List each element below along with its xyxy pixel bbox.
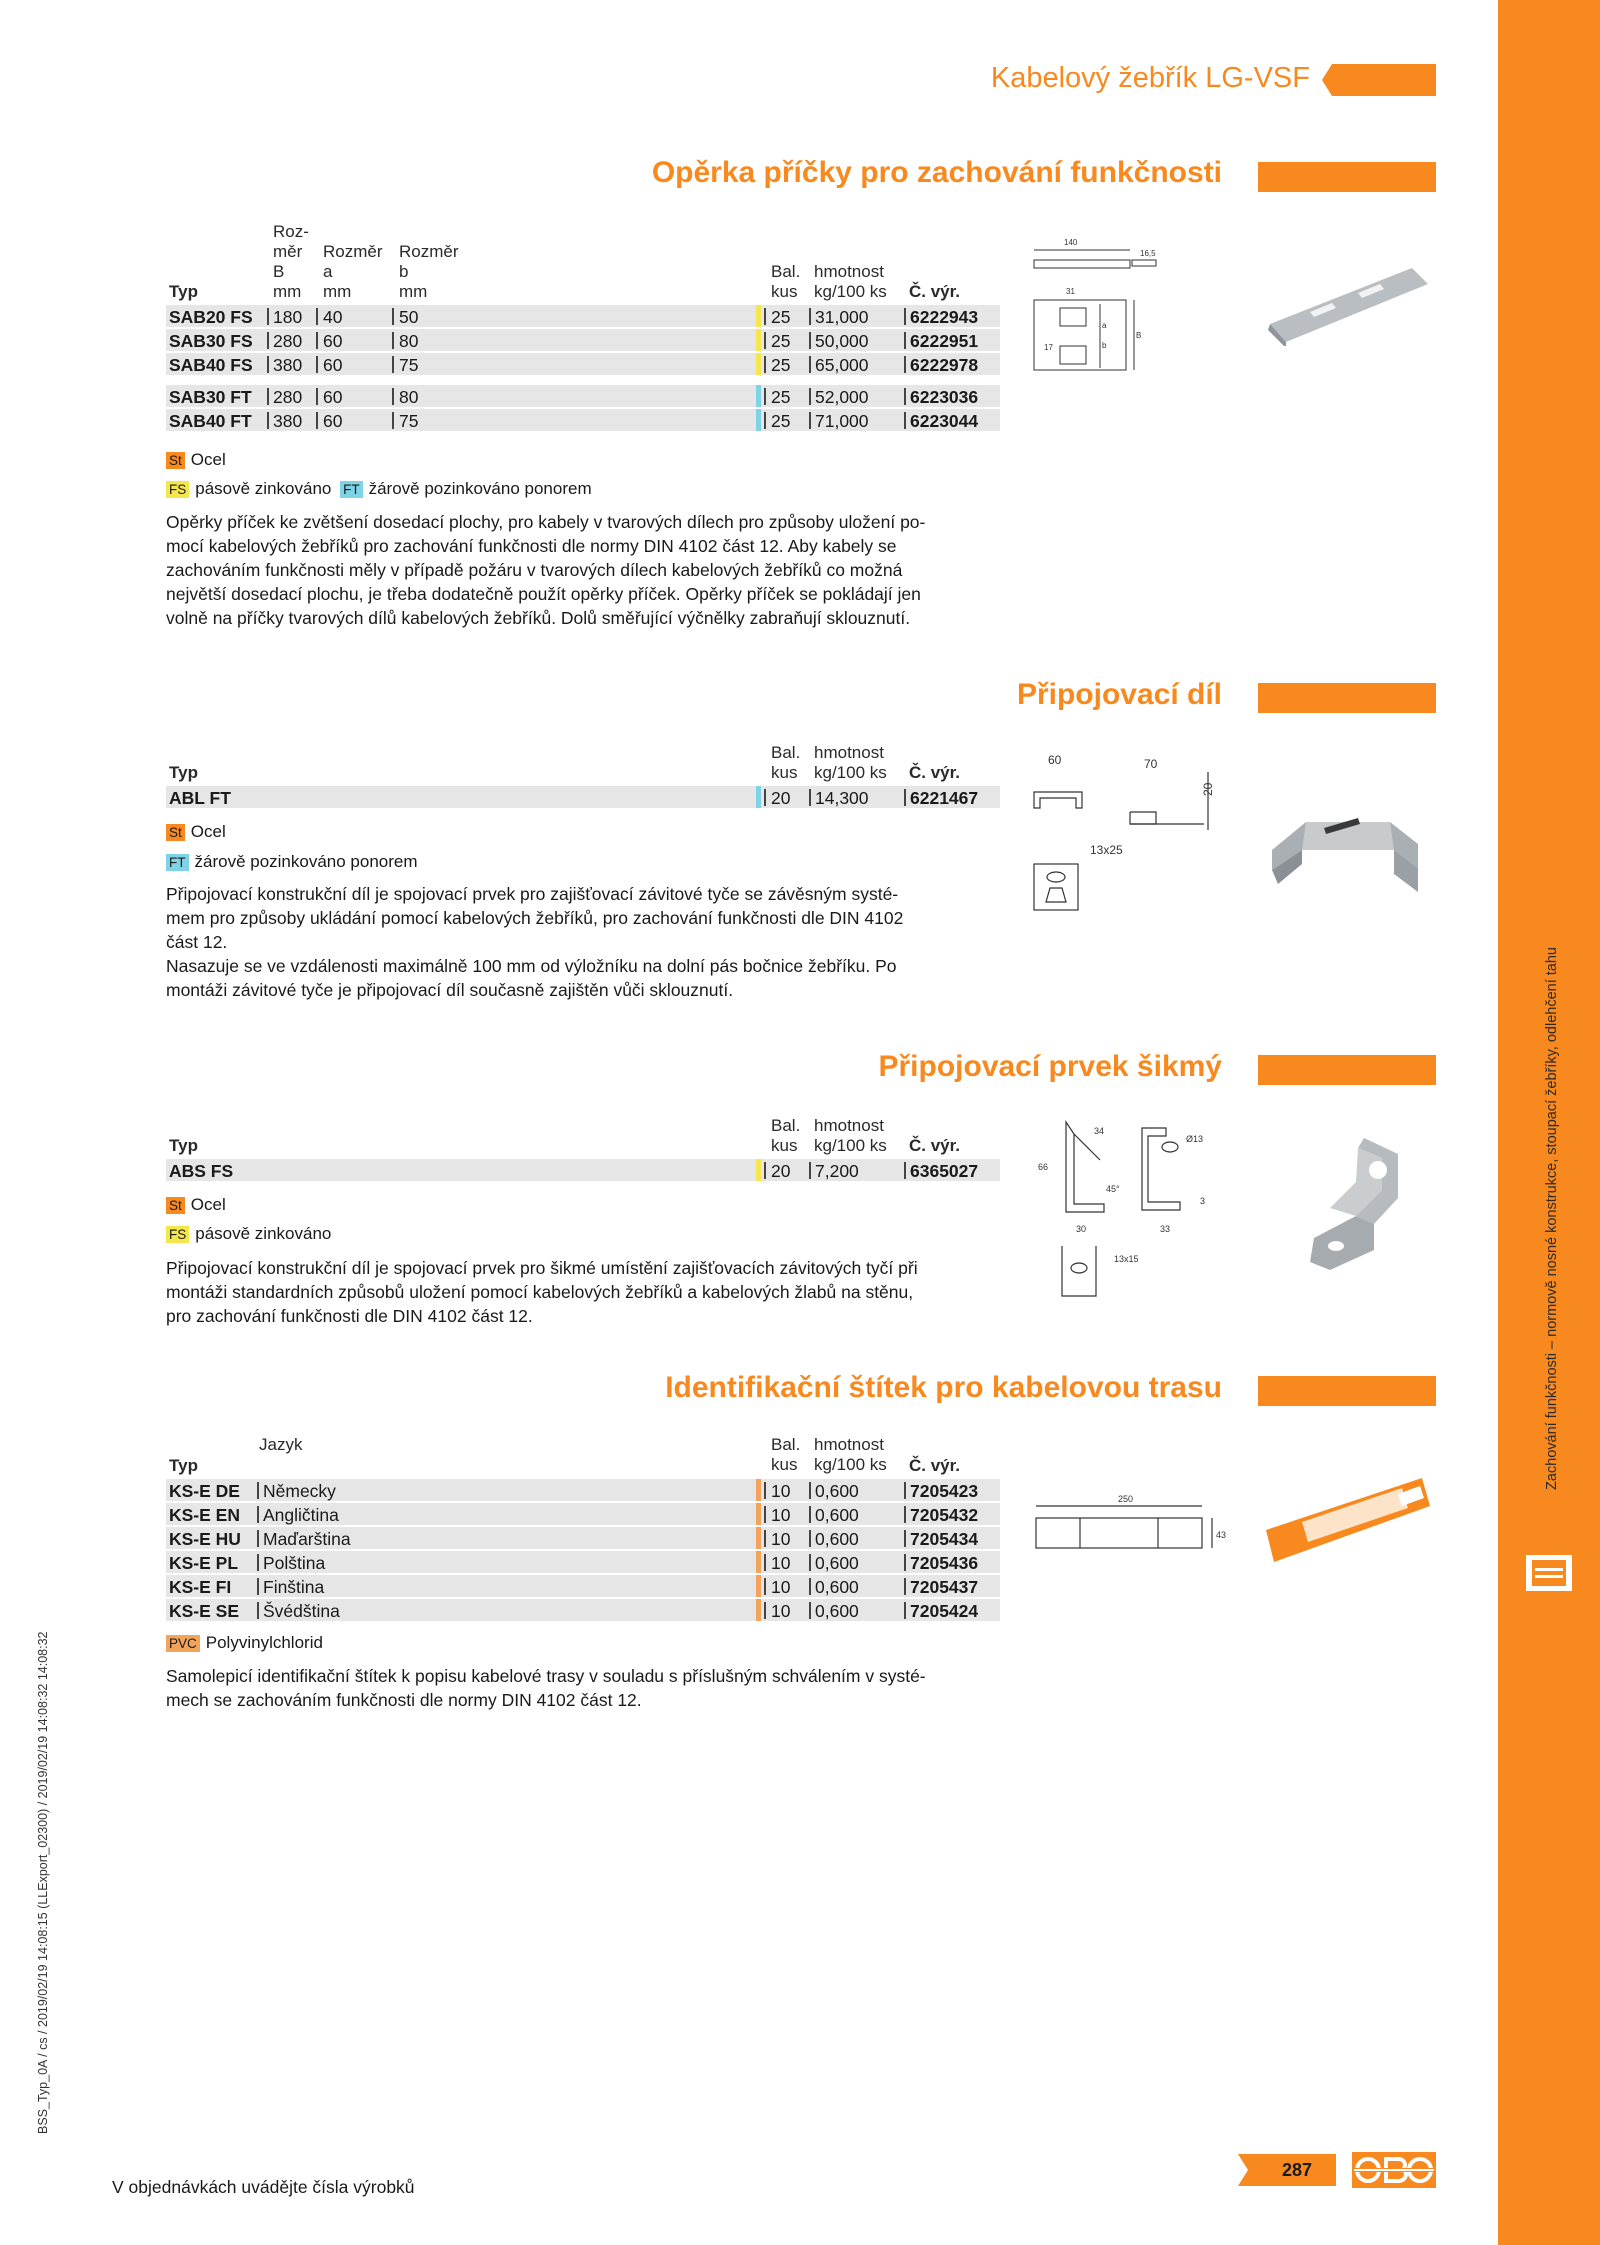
material-legend: St Ocel (166, 450, 226, 470)
svg-text:140: 140 (1064, 238, 1078, 247)
material-legend: St Ocel (166, 822, 226, 842)
document-meta: BSS_Typ_0A / cs / 2019/02/19 14:08:15 (LLExport_02300) / 2019/02/19 14:08:32 14:08:32 (36, 1631, 50, 2134)
svg-text:34: 34 (1094, 1126, 1105, 1136)
svg-text:31: 31 (1066, 287, 1075, 296)
description: Opěrky příček ke zvětšení dosedací plochy, pro kabely v tvarových dílech pro způsoby uložení po- mocí kabelových žebříků pro zachování funkčnosti dle normy DIN 4102 část 12. Aby kabely se zachováním funkčnosti měly v případě požáru v tvarových dílech kabelových žebříků co možná největší dosedací plochu, je třeba dodatečně použít opěrky příček. Opěrky příček se pokládají jen volně na příčky tvarových dílů kabelových žebříků. Dolů směřující výčnělky zabraňují sklouznutí. (166, 512, 926, 628)
svg-text:B: B (1136, 331, 1142, 340)
finish-legend: FS pásově zinkováno (166, 1224, 331, 1244)
svg-text:250: 250 (1118, 1494, 1134, 1504)
section-bar (1258, 162, 1436, 192)
obo-logo (1352, 2152, 1436, 2188)
svg-text:b: b (1102, 341, 1107, 350)
page-number: 287 (1282, 2160, 1313, 2180)
svg-text:16,5: 16,5 (1140, 249, 1156, 258)
description: Samolepicí identifikační štítek k popisu kabelové trasy v souladu s příslušným schválením v systé- mech se zachováním funkčnosti dle normy DIN 4102 část 12. (166, 1666, 926, 1710)
product-photo (1262, 262, 1432, 346)
product-table: Roz- měr B mm Rozměr a mm Rozměr b mm Typ Bal. kus hmotnost kg/100 ks Č. výr. SAB20 FS 180 40 50 25 31,000 6222943 SAB30 FS 280 60 80 25 50,000 6222951 SAB40 FS 380 60 75 25 65,000 6222978 SAB30 FT 280 60 80 25 52,000 6223036 SAB40 FT 380 60 75 25 71,000 6223044 (166, 222, 1000, 442)
svg-text:3: 3 (1200, 1196, 1206, 1206)
technical-drawing (1030, 1490, 1230, 1560)
svg-text:Ø13: Ø13 (1186, 1134, 1204, 1144)
svg-text:43: 43 (1216, 1530, 1227, 1540)
product-photo (1300, 1134, 1410, 1284)
svg-text:13x25: 13x25 (1090, 843, 1123, 857)
svg-text:33: 33 (1160, 1224, 1171, 1234)
svg-text:a: a (1102, 321, 1107, 330)
product-table: Typ Bal. kus hmotnost kg/100 ks Č. výr. ABS FS 20 7,200 6365027 (166, 1116, 1000, 1186)
svg-text:60: 60 (1048, 753, 1062, 767)
table-row: KS-E HU Maďarština 10 0,600 7205434 (166, 1527, 1000, 1551)
description: Připojovací konstrukční díl je spojovací prvek pro šikmé umístění zajišťovacích závitových tyčí při montáži standardních způsobů uložení pomocí kabelových žebříků a kabelových žlabů na stěnu, pro zachování funkčnosti dle DIN 4102 část 12. (166, 1258, 918, 1326)
svg-text:30: 30 (1076, 1224, 1087, 1234)
material-legend: St Ocel (166, 1195, 226, 1215)
technical-drawing (1030, 234, 1160, 394)
table-row: KS-E FI Finština 10 0,600 7205437 (166, 1575, 1000, 1599)
table-row: SAB40 FT 380 60 75 25 71,000 6223044 (166, 409, 1000, 433)
table-row: ABS FS 20 7,200 6365027 (166, 1159, 1000, 1183)
product-photo (1266, 800, 1436, 900)
table-row: SAB20 FS 180 40 50 25 31,000 6222943 (166, 305, 1000, 329)
description: Připojovací konstrukční díl je spojovací prvek pro zajišťovací závitové tyče se závěsným systé- mem pro způsoby ukládání pomocí kabelových žebříků, pro zachování funkčnosti dle DIN 4102 část 12. Nasazuje se ve vzdálenosti maximálně 100 mm od výložníku na dolní pás bočnice žebříku. Po montáži závitové tyče je připojovací díl současně zajištěn vůči sklouznutí. (166, 884, 904, 1000)
svg-text:70: 70 (1144, 757, 1158, 771)
finish-legend: FT žárově pozinkováno ponorem (166, 852, 418, 872)
table-row: ABL FT 20 14,300 6221467 (166, 786, 1000, 810)
product-table: Typ Bal. kus hmotnost kg/100 ks Č. výr. ABL FT 20 14,300 6221467 (166, 743, 1000, 813)
table-row: SAB40 FS 380 60 75 25 65,000 6222978 (166, 353, 1000, 377)
section-title: Připojovací prvek šikmý (878, 1050, 1222, 1083)
table-row: SAB30 FS 280 60 80 25 50,000 6222951 (166, 329, 1000, 353)
section-bar (1258, 683, 1436, 713)
section-title: Připojovací díl (1016, 678, 1222, 711)
footer-note: V objednávkách uvádějte čísla výrobků (112, 2177, 415, 2197)
product-table: Jazyk Typ Bal. kus hmotnost kg/100 ks Č. výr. KS-E DE Německy 10 0,600 7205423 KS-E EN Angličtina 10 0,600 7205432 KS-E HU Maďarština 10 0,600 7205434 KS-E PL Polština 10 0,600 7205436 KS-E FI Finština 10 0,600 7205437 KS-E SE Švédština 10 0,600 7205424 (166, 1435, 1000, 1625)
header-tab (1322, 64, 1436, 96)
cable-ladder-icon (1523, 1552, 1575, 1594)
section-bar (1258, 1055, 1436, 1085)
material-legend: PVC Polyvinylchlorid (166, 1633, 323, 1653)
section-title: Opěrka příčky pro zachování funkčnosti (651, 156, 1222, 189)
section-bar (1258, 1376, 1436, 1406)
svg-text:20: 20 (1201, 782, 1215, 796)
side-caption: Zachování funkčnosti – normově nosné konstrukce, stoupací žebříky, odlehčení tahu (1544, 947, 1560, 1490)
section-title: Identifikační štítek pro kabelovou trasu (665, 1371, 1222, 1404)
table-row: KS-E EN Angličtina 10 0,600 7205432 (166, 1503, 1000, 1527)
svg-text:45°: 45° (1106, 1184, 1120, 1194)
table-row: KS-E DE Německy 10 0,600 7205423 (166, 1479, 1000, 1503)
technical-drawing (1030, 752, 1230, 922)
svg-text:13x15: 13x15 (1114, 1254, 1139, 1264)
table-row: SAB30 FT 280 60 80 25 52,000 6223036 (166, 385, 1000, 409)
technical-drawing (1030, 1120, 1230, 1310)
col-typ: Typ (169, 282, 198, 301)
table-row: KS-E SE Švédština 10 0,600 7205424 (166, 1599, 1000, 1623)
finish-legend: FS pásově zinkováno FT žárově pozinkováno ponorem (166, 479, 592, 499)
table-row: KS-E PL Polština 10 0,600 7205436 (166, 1551, 1000, 1575)
header-title: Kabelový žebřík LG-VSF (990, 62, 1310, 94)
svg-text:66: 66 (1038, 1162, 1049, 1172)
product-photo (1262, 1474, 1432, 1566)
svg-text:17: 17 (1044, 343, 1053, 352)
